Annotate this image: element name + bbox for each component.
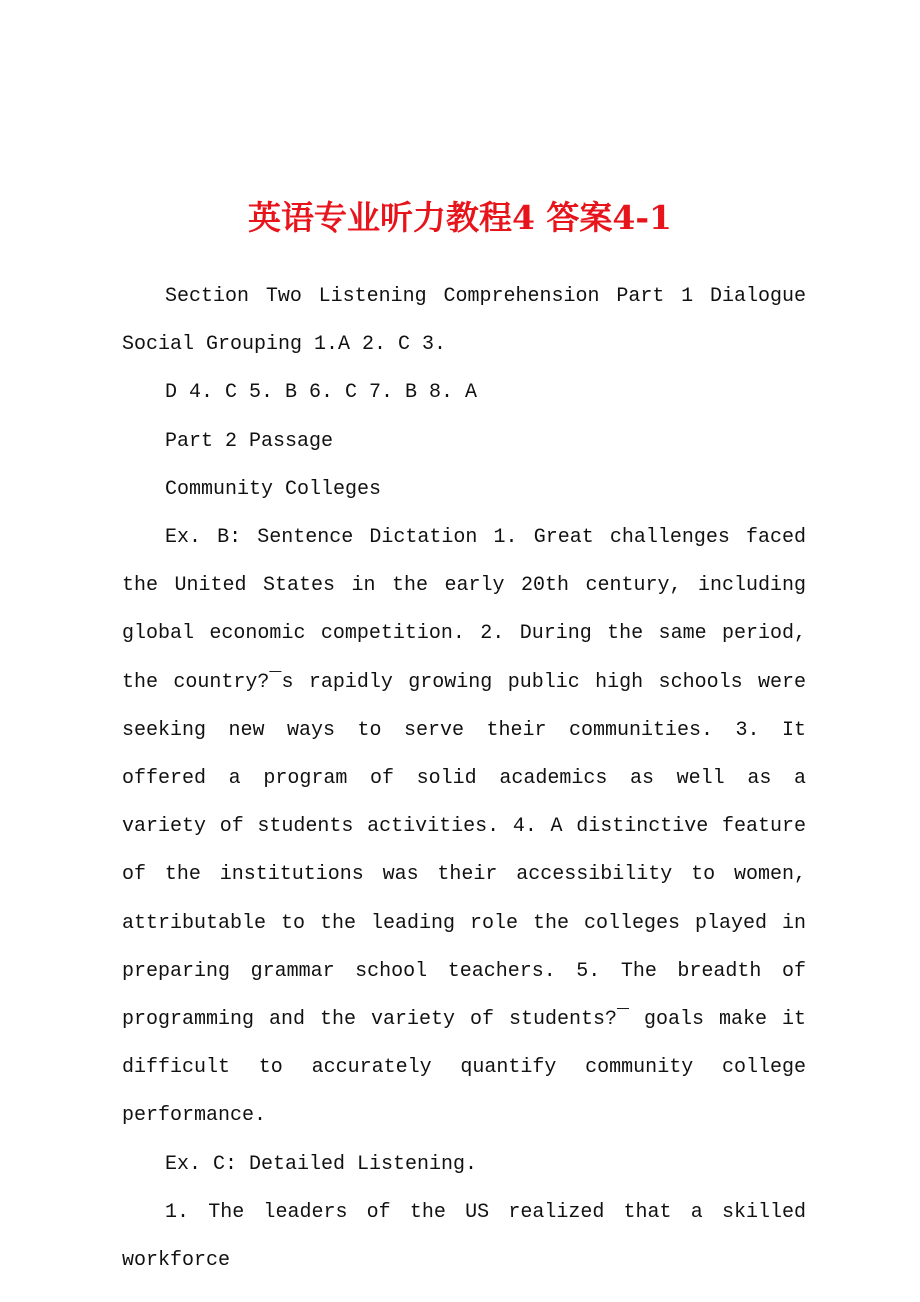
paragraph-detailed-listening-item1: 1. The leaders of the US realized that a skilled workforce	[122, 1200, 806, 1273]
paragraph-passage-title: Community Colleges	[165, 477, 382, 501]
paragraph-detailed-listening-heading: Ex. C: Detailed Listening.	[165, 1152, 478, 1176]
paragraph-answers-continued: D 4. C 5. B 6. C 7. B 8. A	[165, 381, 478, 405]
paragraph-part2-heading: Part 2 Passage	[165, 429, 334, 453]
paragraph-sentence-dictation: Ex. B: Sentence Dictation 1. Great challenges faced the United States in the early 20th century, including global economic competition. 2. During the same period, the country?¯s rapidly growing public high schools were seeking new ways to serve their communities. 3. It offered a program of solid academics as well as a variety of students activities. 4. A distinctive feature of the institutions was their accessibility to women, attributable to the leading role the colleges played in preparing grammar school teachers. 5. The breadth of programming and the variety of students?¯ goals make it difficult to accurately quantify community college performance.	[122, 526, 806, 1128]
paragraph-answers-part1: Section Two Listening Comprehension Part 1 Dialogue Social Grouping 1.A 2. C 3.	[122, 285, 806, 357]
document-body	[122, 273, 806, 1285]
document-title: 英语专业听力教程4 答案4-1	[247, 198, 673, 237]
